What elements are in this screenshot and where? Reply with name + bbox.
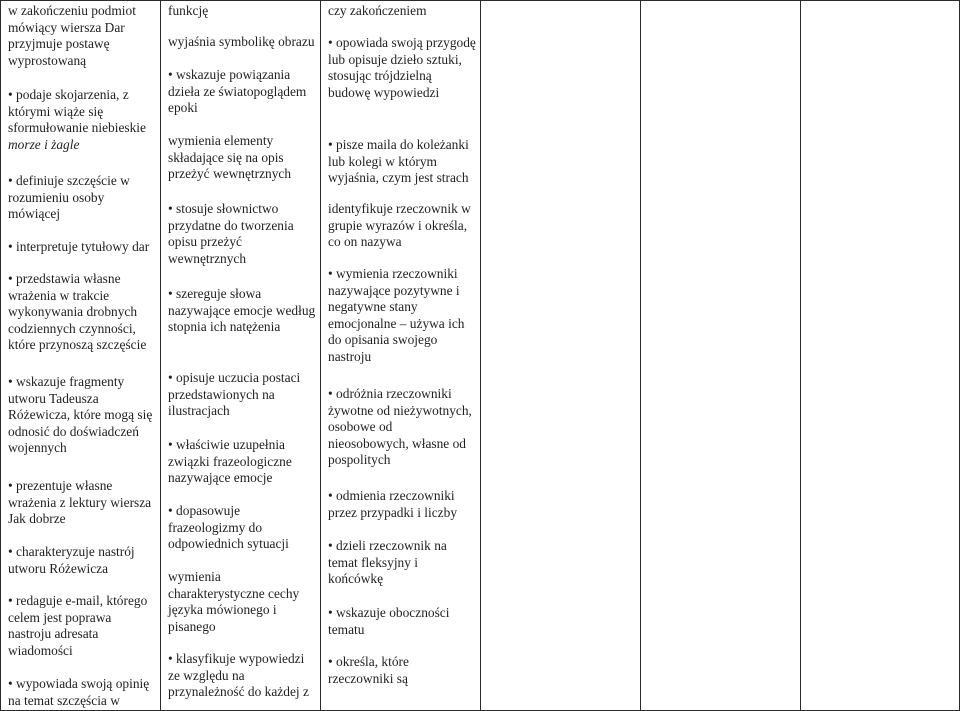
list-item: czy zakończeniem [328,3,427,18]
table-cell-col2 [161,1,321,711]
list-item: identyfikuje rzeczownik w grupie wyrazów i określa, co on nazywa [328,201,471,249]
list-item: • charakteryzuje nastrój utworu Różewicza [8,544,154,577]
table-cell-col5 [641,1,801,711]
table-row [1,1,960,711]
list-item: • szereguje słowa nazywające emocje według stopnia ich natężenia [168,286,316,336]
list-item: • stosuje słownictwo przydatne do tworzenia opisu przeżyć wewnętrznych [168,201,316,267]
list-item: • redaguje e-mail, którego celem jest poprawa nastroju adresata wiadomości [8,593,154,659]
list-item: • właściwie uzupełnia związki frazeologiczne nazywające emocje [168,437,316,487]
list-item: • przedstawia własne wrażenia w trakcie wykonywania drobnych codziennych czynności, które przynoszą szczęście [8,271,154,354]
list-item: wymienia charakterystyczne cechy języka mówionego i pisanego [168,569,300,634]
list-item: • opowiada swoją przygodę lub opisuje dzieło sztuki, stosując trójdzielną budowę wypowiedzi [328,35,476,101]
list-item: • wypowiada swoją opinię na temat szczęścia w [8,676,154,709]
list-item: • definiuje szczęście w rozumieniu osoby mówiącej [8,173,154,223]
list-item: • interpretuje tytułowy dar [8,239,154,256]
list-item: • określa, które rzeczowniki są [328,654,476,687]
table-cell-col1 [1,1,161,711]
list-item: • klasyfikuje wypowiedzi ze względu na przynależność do każdej z [168,651,316,701]
list-item: • opisuje uczucia postaci przedstawionych na ilustracjach [168,370,316,420]
list-item: • wskazuje fragmenty utworu Tadeusza Różewicza, które mogą się odnosić do doświadczeń wojennych [8,374,154,457]
table-cell-col4 [481,1,641,711]
list-item: • dopasowuje frazeologizmy do odpowiednich sytuacji [168,503,316,553]
list-item: • wskazuje powiązania dzieła ze światopoglądem epoki [168,67,316,117]
list-item: • pisze maila do koleżanki lub kolegi w którym wyjaśnia, czym jest strach [328,137,476,187]
list-item: • wymienia rzeczowniki nazywające pozytywne i negatywne stany emocjonalne – używa ich do opisania swojego nastroju [328,266,476,365]
list-item: w zakończeniu podmiot mówiący wiersza Dar przyjmuje postawę wyprostowaną [8,3,136,68]
table-cell-col3 [321,1,481,711]
list-item: • wskazuje oboczności tematu [328,605,476,638]
list-item: • podaje skojarzenia, z którymi wiąże się sformułowanie niebieskie morze i żagle [8,87,154,153]
list-item: • dzieli rzeczownik na temat fleksyjny i końcówkę [328,538,476,588]
list-item: wyjaśnia symbolikę obrazu [168,34,315,49]
list-item: • prezentuje własne wrażenia z lektury wiersza Jak dobrze [8,478,154,528]
list-item: funkcję [168,3,209,18]
table-cell-col6 [801,1,960,711]
list-item: • odróżnia rzeczowniki żywotne od nieżywotnych, osobowe od nieosobowych, własne od pospolitych [328,386,476,469]
list-item: wymienia elementy składające się na opis przeżyć wewnętrznych [168,133,292,181]
list-item: • odmienia rzeczowniki przez przypadki i liczby [328,488,476,521]
